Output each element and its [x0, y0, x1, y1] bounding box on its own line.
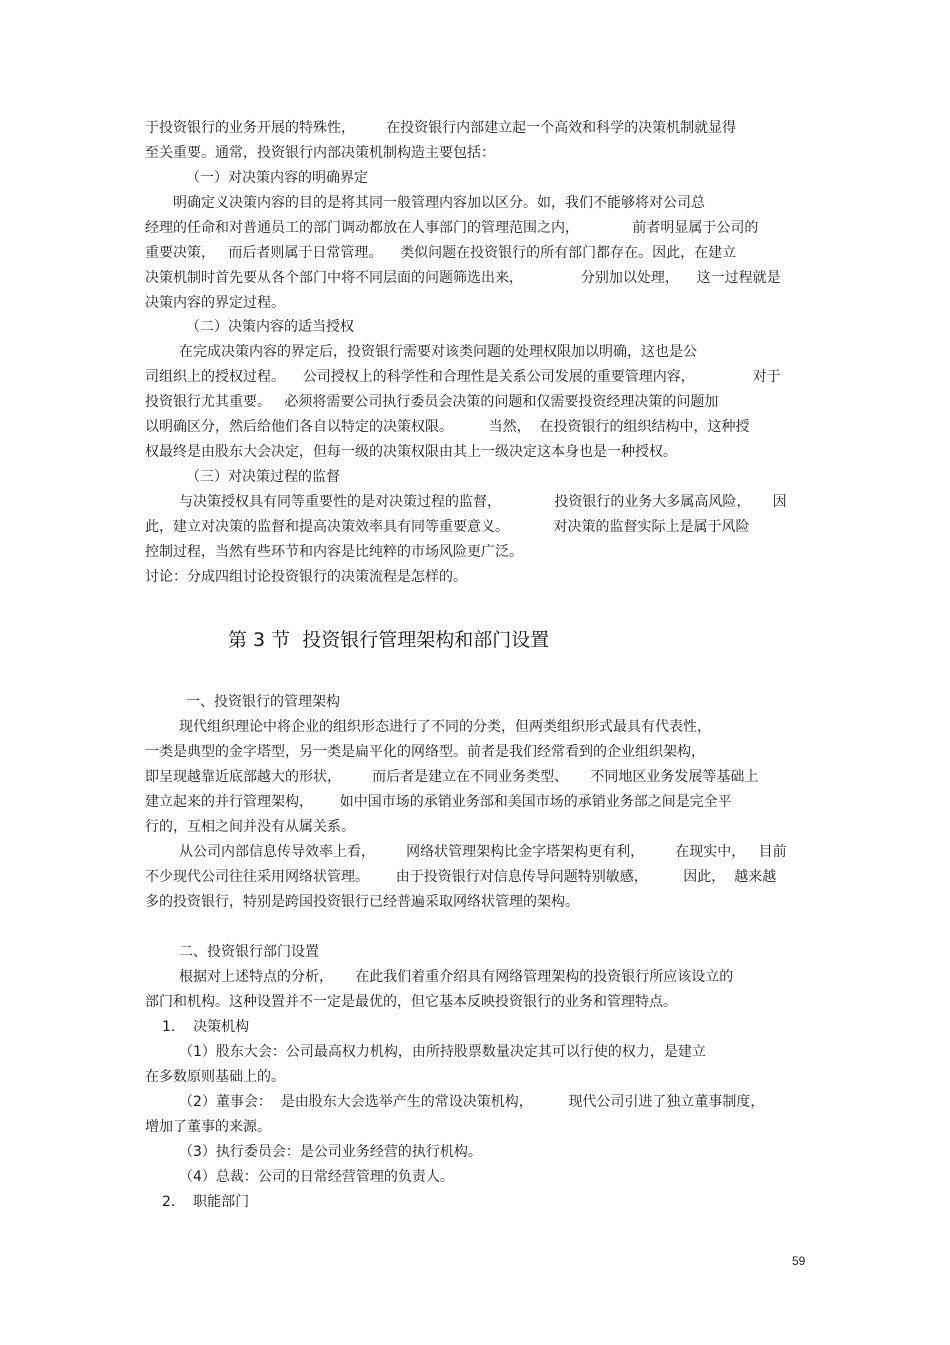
text-line: 讨论：分成四组讨论投资银行的决策流程是怎样的。	[145, 569, 467, 585]
text-line: 在多数原则基础上的。	[145, 1069, 285, 1085]
text-line: 于投资银行的业务开展的特殊性， 在投资银行内部建立起一个高效和科学的决策机制就显得	[145, 120, 737, 136]
list-item: 1. 决策机构	[162, 1019, 250, 1035]
text-line: 投资银行尤其重要。 必须将需要公司执行委员会决策的问题和仅需要投资经理决策的问题加	[145, 394, 719, 410]
subheading: （二）决策内容的适当授权	[186, 319, 354, 335]
text-line: 在完成决策内容的界定后，投资银行需要对该类问题的处理权限加以明确，这也是公	[179, 344, 697, 360]
text-line: 一类是典型的金字塔型，另一类是扁平化的网络型。前者是我们经常看到的企业组织架构，	[145, 744, 705, 760]
text-line: （3）执行委员会：是公司业务经营的执行机构。	[179, 1144, 482, 1160]
text-line: 即呈现越靠近底部越大的形状， 而后者是建立在不同业务类型、 不同地区业务发展等基础上	[145, 769, 759, 785]
text-line: 重要决策， 而后者则属于日常管理。 类似问题在投资银行的所有部门都存在。因此，在建立	[145, 245, 737, 261]
text-line: 与决策授权具有同等重要性的是对决策过程的监督， 投资银行的业务大多属高风险， 因	[179, 494, 787, 510]
text-line: 权最终是由股东大会决定，但每一级的决策权限由其上一级决定这本身也是一种授权。	[145, 444, 677, 460]
text-line: 决策内容的界定过程。	[145, 295, 285, 311]
text-line: 控制过程，当然有些环节和内容是比纯粹的市场风险更广泛。	[145, 544, 523, 560]
text-line: 不少现代公司往往采用网络状管理。 由于投资银行对信息传导问题特别敏感， 因此， 越来越	[145, 869, 777, 885]
subheading: （三）对决策过程的监督	[186, 469, 340, 485]
text-line: 现代组织理论中将企业的组织形态进行了不同的分类，但两类组织形式最具有代表性，	[179, 719, 711, 735]
subheading: （一）对决策内容的明确界定	[186, 170, 368, 186]
text-line: 明确定义决策内容的目的是将其同一般管理内容加以区分。如，我们不能够将对公司总	[173, 195, 705, 211]
text-line: 多的投资银行，特别是跨国投资银行已经普遍采取网络状管理的架构。	[145, 894, 579, 910]
text-line: 司组织上的授权过程。 公司授权上的科学性和合理性是关系公司发展的重要管理内容， 对于	[145, 369, 781, 385]
text-line: 建立起来的并行管理架构， 如中国市场的承销业务部和美国市场的承销业务部之间是完全平	[145, 794, 732, 810]
text-line: （1）股东大会：公司最高权力机构，由所持股票数量决定其可以行使的权力，是建立	[179, 1044, 706, 1060]
text-line: （4）总裁：公司的日常经营管理的负责人。	[179, 1169, 454, 1185]
text-line: 行的，互相之间并没有从属关系。	[145, 819, 355, 835]
text-line: 此，建立对决策的监督和提高决策效率具有同等重要意义。 对决策的监督实际上是属于风险	[145, 519, 750, 535]
text-line: 以明确区分，然后给他们各自以特定的决策权限。 当然， 在投资银行的组织结构中，这种授	[145, 419, 750, 435]
text-line: 至关重要。通常，投资银行内部决策机制构造主要包括：	[145, 145, 495, 161]
text-line: 决策机制时首先要从各个部门中将不同层面的问题筛选出来， 分别加以处理， 这一过程就是	[145, 270, 781, 286]
page-number: 59	[792, 1254, 806, 1268]
text-line: 从公司内部信息传导效率上看， 网络状管理架构比金字塔架构更有利， 在现实中， 目前	[179, 844, 787, 860]
text-line: 经理的任命和对普通员工的部门调动都放在人事部门的管理范围之内， 前者明显属于公司的	[145, 220, 759, 236]
subheading: 二、投资银行部门设置	[179, 944, 319, 960]
text-line: 根据对上述特点的分析， 在此我们着重介绍具有网络管理架构的投资银行所应该设立的	[179, 969, 734, 985]
text-line: 部门和机构。这种设置并不一定是最优的，但它基本反映投资银行的业务和管理特点。	[145, 994, 677, 1010]
list-item: 2. 职能部门	[162, 1194, 250, 1210]
subheading: 一、投资银行的管理架构	[186, 694, 340, 710]
text-line: 增加了董事的来源。	[145, 1119, 271, 1135]
section-title: 第 3 节 投资银行管理架构和部门设置	[228, 629, 550, 651]
text-line: （2）董事会： 是由股东大会选举产生的常设决策机构， 现代公司引进了独立董事制度，	[179, 1094, 765, 1110]
